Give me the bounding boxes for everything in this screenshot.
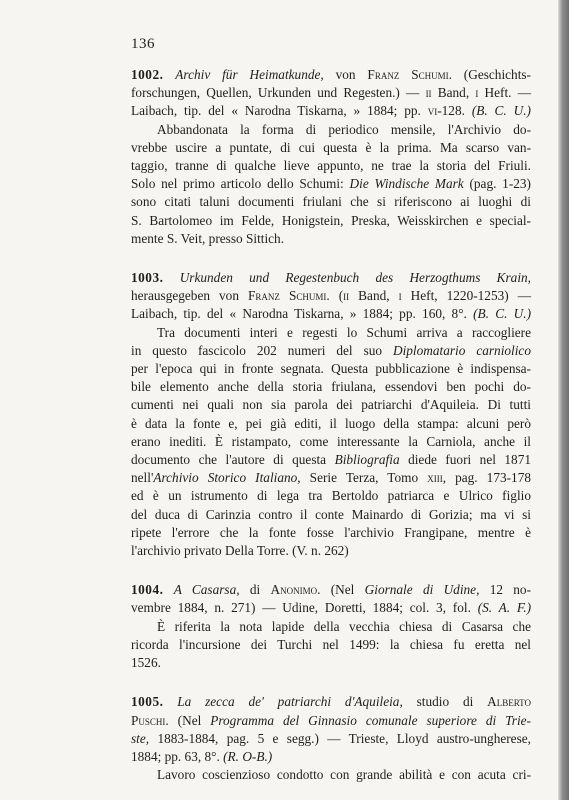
italic-text: Urkunden und Regestenbuch des Herzogthums Krain, (179, 270, 532, 286)
small-caps-text: i (475, 85, 479, 101)
italic-text: La zecca de' patriarchi d'Aquileia, (177, 694, 403, 710)
text-run: Heft. — (478, 85, 531, 101)
text-line (131, 269, 531, 287)
text-line (131, 287, 531, 305)
text-line (131, 305, 531, 323)
text-run: cumenti nei quali non sia parola dei patriarchi d'Aquileia. Di tutti (131, 397, 531, 413)
text-run: Lavoro coscienzioso condotto con grande abilità e con acuta cri- (157, 767, 531, 783)
text-line (131, 524, 531, 542)
text-run: vembre 1884, n. 271) — Udine, Doretti, 1884; col. 3, fol. (131, 600, 478, 616)
text-line (131, 378, 531, 396)
italic-text: Programma del Ginnasio comunale superiore di Trie- (210, 712, 531, 728)
entry-number: 1003. (131, 270, 164, 286)
text-line (131, 157, 531, 175)
text-line (131, 730, 531, 748)
text-line (131, 139, 531, 157)
text-line (131, 193, 531, 211)
text-line (131, 230, 531, 248)
text-run: bile elemento anche della storia friulana, essendovi ben pochi do- (131, 379, 531, 395)
text-line (131, 654, 531, 672)
text-run: nell' (131, 470, 154, 486)
italic-text: ste, (131, 730, 150, 746)
text-run: studio di (402, 694, 488, 710)
text-run: del duca di Carinzia contro il conte Mainardo di Gorizia; ma vi si (131, 506, 531, 522)
italic-text: Diplomatario carniolico (392, 342, 531, 358)
text-run: Serie Terza, Tomo (300, 470, 428, 486)
italic-text: (B. C. U.) (471, 103, 531, 119)
text-line (131, 415, 531, 433)
small-caps-text: Alberto (487, 694, 532, 710)
text-run: Abbandonata la forma di periodico mensile, l'Archivio do- (157, 121, 531, 137)
text-line (131, 506, 531, 524)
text-run: forschungen, Quellen, Urkunden und Regesten.) — (131, 85, 426, 101)
text-run: Band, (349, 288, 399, 304)
bibliography-entry (131, 66, 531, 248)
text-run: Laibach, tip. del « Narodna Tiskarna, » 1884; pp. 160, 8°. (131, 306, 474, 322)
text-line (131, 469, 531, 487)
italic-text: Bibliografia (334, 452, 400, 468)
text-line (131, 693, 531, 711)
entry-number: 1002. (131, 67, 164, 82)
text-run: diede fuori nel 1871 (399, 452, 532, 468)
text-run: S. Bartolomeo im Felde, Honigstein, Preska, Weisskirchen e special- (131, 212, 531, 228)
text-run: l'archivio privato Della Torre. (V. n. 262) (131, 543, 349, 559)
small-caps-text: Puschi (131, 712, 166, 728)
text-run: Band, (431, 85, 476, 101)
text-line (131, 175, 531, 193)
small-caps-text: i (398, 288, 402, 304)
text-run: mente S. Veit, presso Sittich. (131, 230, 285, 246)
text-run: ed è un istrumento di lega tra Bertoldo patriarca e Ulrico figlio (131, 488, 531, 504)
text-run: sono citati taluni documenti friulani che si riferiscono ai luoghi di (131, 194, 531, 210)
text-run: 1884; pp. 63, 8°. (131, 748, 224, 764)
text-run: Laibach, tip. del « Narodna Tiskarna, » 1884; pp. (131, 103, 428, 119)
italic-text: Archivio Storico Italiano, (153, 470, 301, 486)
text-run: ricorda l'incursione dei Turchi nel 1499: la chiesa fu eretta nel (131, 636, 531, 652)
text-line (131, 324, 531, 342)
text-run: . ( (326, 288, 344, 304)
italic-text: Die Windische Mark (349, 176, 464, 192)
bibliography-entry (131, 269, 531, 560)
text-run: erano inediti. È ristampato, come interessante la Carniola, anche il (131, 433, 531, 449)
text-line (131, 212, 531, 230)
small-caps-text: xiii (427, 470, 443, 486)
text-run: 1526. (131, 655, 161, 671)
small-caps-text: ii (425, 85, 432, 101)
text-line (131, 121, 531, 139)
text-line (131, 618, 531, 636)
text-line (131, 451, 531, 469)
text-line (131, 84, 531, 102)
text-run: documento che l'autore di questa (131, 452, 335, 468)
text-run: . (Nel (317, 582, 365, 598)
text-line (131, 66, 531, 84)
text-run: Tra documenti interi e regesti lo Schumi arriva a raccogliere (157, 324, 531, 340)
small-caps-text: Franz Schumi (367, 67, 449, 82)
text-line (131, 542, 531, 560)
italic-text: (S. A. F.) (477, 600, 532, 616)
small-caps-text: Anonimo (270, 582, 318, 598)
text-run: , pag. 173-178 (442, 470, 531, 486)
text-line (131, 396, 531, 414)
text-run: Heft, 1220-1253) — (401, 288, 531, 304)
text-run: . (Nel (165, 712, 211, 728)
text-line (131, 748, 531, 766)
italic-text: (B. C. U.) (473, 306, 531, 322)
text-run: è data la fonte e, pei già editi, il luogo della stampa: alcuni però (131, 415, 531, 431)
text-line (131, 102, 531, 120)
text-run: herausgegeben von (131, 288, 249, 304)
small-caps-text: Franz Schumi (248, 288, 327, 304)
text-run: -128. (437, 103, 472, 119)
text-run: in questo fascicolo 202 numeri del suo (131, 342, 393, 358)
entry-number: 1004. (131, 582, 164, 598)
italic-text: A Casarsa, (173, 582, 240, 598)
italic-text: Giornale di Udine, (364, 582, 480, 598)
text-run: von (323, 67, 368, 82)
text-run: di (239, 582, 271, 598)
page-number: 136 (131, 36, 155, 52)
small-caps-text: ii (343, 288, 350, 304)
text-run: per l'epoca qui in fronte segnata. Questa pubblicazione è indispensa- (131, 361, 531, 377)
text-line (131, 599, 531, 617)
text-line (131, 766, 531, 784)
text-line (131, 636, 531, 654)
text-line (131, 712, 531, 730)
text-line (131, 487, 531, 505)
text-run: È riferita la nota lapide della vecchia chiesa di Casarsa che (157, 618, 531, 634)
bibliography-text (131, 66, 531, 784)
entry-number: 1005. (131, 694, 164, 710)
text-run: 12 no- (479, 582, 532, 598)
text-run: Solo nel primo articolo dello Schumi: (131, 176, 350, 192)
text-run: (pag. 1-23) (463, 176, 531, 192)
text-run: 1883-1884, pag. 5 e segg.) — Trieste, Lloyd austro-ungherese, (149, 730, 531, 746)
text-line (131, 581, 531, 599)
bibliography-entry (131, 581, 531, 672)
text-line (131, 433, 531, 451)
text-run: . (Geschichts- (448, 67, 531, 82)
small-caps-text: vi (427, 103, 438, 119)
bibliography-entry (131, 693, 531, 784)
text-run: taggio, tranne di qualche lieve appunto, ne trae la storia del Friuli. (131, 158, 531, 174)
text-line (131, 342, 531, 360)
text-run: ripete l'errore che la fonte fosse l'archivio Frangipane, mentre è (131, 524, 531, 540)
italic-text: (R. O-B.) (223, 748, 273, 764)
italic-text: Archiv für Heimatkunde, (175, 67, 324, 82)
text-run: vrebbe uscire a puntate, di cui questa è la prima. Ma scarso van- (131, 139, 531, 155)
book-spine-shadow (558, 0, 569, 800)
text-line (131, 360, 531, 378)
